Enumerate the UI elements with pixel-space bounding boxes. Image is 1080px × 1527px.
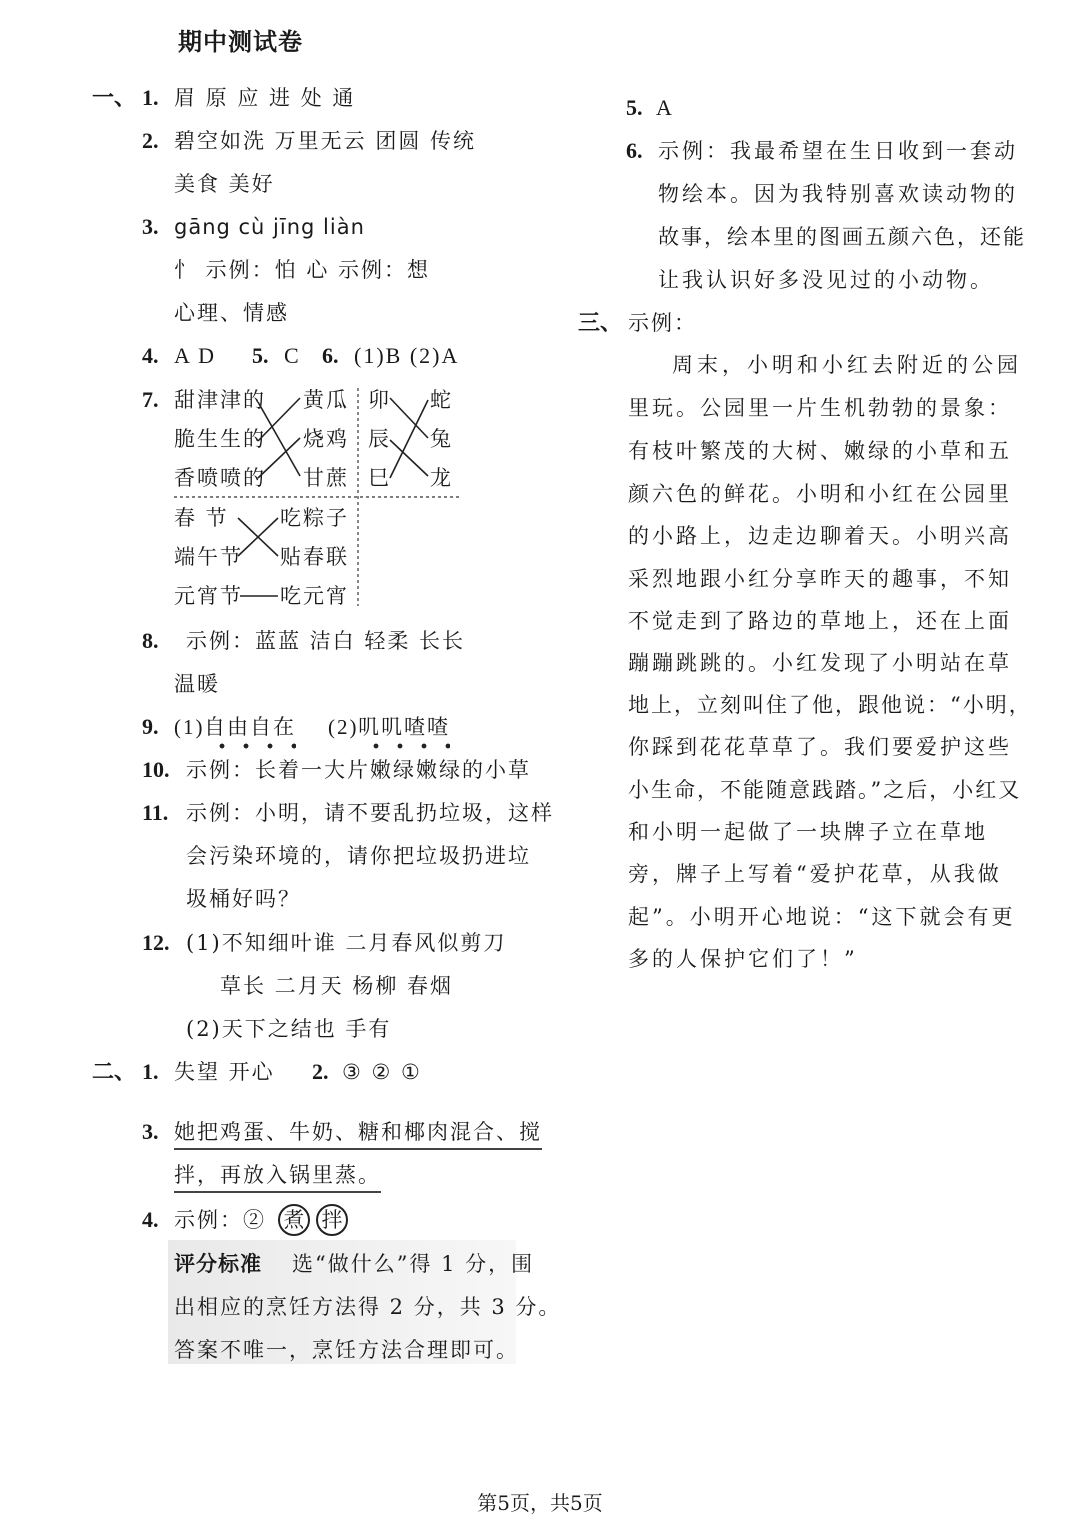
q7-right-c-2: 贴春联 (280, 545, 349, 569)
q10-number: 10. (142, 757, 170, 782)
essay-line: 有枝叶繁茂的大树、嫩绿的小草和五 (628, 439, 1012, 463)
match-line-chen-dragon (390, 440, 428, 476)
q8-number: 8. (142, 628, 159, 653)
q9-part1-answer: 自由自在 (204, 713, 296, 750)
q9-part2-answer: 叽叽喳喳 (358, 713, 450, 750)
s2-q3-number: 3. (142, 1119, 159, 1144)
q6-number: 6. (322, 343, 339, 368)
s2-q6-answer-line3: 故事，绘本里的图画五颜六色，还能 (658, 225, 1026, 249)
s2-q4-prefix: 示例：② (174, 1208, 266, 1232)
s2-q5-number: 5. (626, 95, 643, 120)
s2-q4-circled-answers (278, 1204, 354, 1236)
q12-answer-line3: (2)天下之结也 手有 (186, 1017, 392, 1041)
q5-answer: C (284, 343, 301, 368)
s2-q4-number: 4. (142, 1207, 159, 1232)
q7-right-b-3: 龙 (430, 466, 453, 490)
q2-answer-line2: 美食 美好 (174, 172, 275, 196)
section-label-1: 一、 (92, 85, 137, 111)
s2-q6-answer-line4: 让我认识好多没见过的小动物。 (658, 268, 994, 292)
q11-answer-line1: 示例：小明，请不要乱扔垃圾，这样 (186, 801, 554, 825)
scoring-line2: 出相应的烹饪方法得 2 分，共 3 分。 (174, 1295, 562, 1319)
essay-line: 多的人保护它们了！” (628, 947, 858, 971)
q4-answer: A D (174, 343, 217, 368)
section-label-2: 二、 (92, 1059, 137, 1085)
q12-answer-line2: 草长 二月天 杨柳 春烟 (220, 974, 454, 998)
essay-line: 里玩。公园里一片生机勃勃的景象： (628, 396, 1012, 420)
q3-pinyin: gāng cù jīng liàn (174, 215, 365, 239)
q3-answer-line3: 心理、情感 (174, 301, 289, 325)
q9-number: 9. (142, 714, 159, 739)
essay-line: 采烈地跟小红分享昨天的趣事，不知 (628, 567, 1012, 591)
essay-line: 小生命，不能随意践踏。”之后，小红又 (628, 778, 1022, 802)
q2-answer-line1: 碧空如洗 万里无云 团圆 传统 (174, 129, 477, 153)
q7-right-b-1: 蛇 (430, 388, 453, 412)
essay-line: 和小明一起做了一块牌子立在草地 (628, 820, 988, 844)
q7-right-a-1: 黄瓜 (303, 388, 349, 412)
q8-answer-line2: 温暖 (174, 672, 220, 696)
s2-q6-answer-line2: 物绘本。因为我特别喜欢读动物的 (658, 182, 1018, 206)
essay-line: 蹦蹦跳跳的。小红发现了小明站在草 (628, 651, 1012, 675)
s2-q3-answer-line2: 拌，再放入锅里蒸。 (174, 1161, 381, 1193)
q1-number: 1. (142, 85, 159, 110)
essay-line: 起”。小明开心地说：“这下就会有更 (628, 905, 1016, 929)
q7-right-c-3: 吃元宵 (280, 584, 349, 608)
s2-q3-answer-line1: 她把鸡蛋、牛奶、糖和椰肉混合、搅 (174, 1118, 542, 1150)
essay-line: 旁，牌子上写着“爱护花草，从我做 (628, 862, 1002, 886)
q7-right-b-2: 兔 (430, 427, 453, 451)
match-line-mao-rabbit (390, 398, 428, 438)
q12-number: 12. (142, 930, 170, 955)
q3-number: 3. (142, 214, 159, 239)
q11-answer-line3: 圾桶好吗？ (186, 887, 301, 911)
q7-left-c-3: 元宵节 (174, 584, 243, 608)
s2-q6-answer-line1: 示例：我最希望在生日收到一套动 (658, 139, 1018, 163)
q7-number: 7. (142, 387, 159, 412)
q7-left-b-1: 卯 (368, 388, 391, 412)
essay-line: 颜六色的鲜花。小明和小红在公园里 (628, 482, 1012, 506)
s2-q2-answer: ③ ② ① (342, 1060, 422, 1084)
q10-answer: 示例：长着一大片嫩绿嫩绿的小草 (186, 758, 531, 782)
s3-intro: 示例： (628, 311, 697, 335)
q7-left-b-2: 辰 (368, 427, 391, 451)
s2-q6-number: 6. (626, 138, 643, 163)
q2-number: 2. (142, 128, 159, 153)
q8-answer-line1: 示例：蓝蓝 洁白 轻柔 长长 (186, 629, 466, 653)
q9-part1-label: (1) (174, 715, 205, 739)
circled-char-1: 煮 (278, 1204, 310, 1236)
s2-q2-number: 2. (312, 1059, 329, 1084)
q7-left-a-3: 香喷喷的 (174, 466, 266, 490)
q6-answer: (1)B (2)A (354, 343, 460, 368)
q7-left-a-1: 甜津津的 (174, 388, 266, 412)
q5-number: 5. (252, 343, 269, 368)
q7-left-b-3: 巳 (368, 466, 391, 490)
essay-line: 的小路上，边走边聊着天。小明兴高 (628, 524, 1012, 548)
page-footer: 第5页，共5页 (477, 1491, 603, 1515)
essay-line: 不觉走到了路边的草地上，还在上面 (628, 609, 1012, 633)
q7-left-c-2: 端午节 (174, 545, 243, 569)
q7-left-c-1: 春 节 (174, 506, 229, 530)
essay-line: 地上，立刻叫住了他，跟他说：“小明， (628, 693, 1032, 717)
section-label-3: 三、 (578, 310, 623, 336)
q11-answer-line2: 会污染环境的，请你把垃圾扔进垃 (186, 844, 531, 868)
match-line-spring-couplets (238, 518, 278, 556)
q11-number: 11. (142, 800, 169, 825)
q7-left-a-2: 脆生生的 (174, 427, 266, 451)
q1-answer: 眉 原 应 进 处 通 (174, 86, 356, 110)
essay-line: 周末，小明和小红去附近的公园 (672, 353, 1022, 377)
scoring-line1: 选“做什么”得 1 分，围 (292, 1252, 535, 1276)
q9-part2-label: (2) (328, 715, 359, 739)
q7-right-a-2: 烧鸡 (303, 427, 349, 451)
q12-answer-line1: (1)不知细叶谁 二月春风似剪刀 (186, 931, 507, 955)
s2-q1-number: 1. (142, 1059, 159, 1084)
essay-line: 你踩到花花草草了。我们要爱护这些 (628, 735, 1012, 759)
page-title: 期中测试卷 (178, 27, 303, 56)
q7-right-a-3: 甘蔗 (303, 466, 349, 490)
circled-char-2: 拌 (316, 1204, 348, 1236)
q7-right-c-1: 吃粽子 (280, 506, 349, 530)
match-line-si-snake (390, 400, 428, 478)
s2-q1-answer: 失望 开心 (174, 1060, 275, 1084)
match-line-dragonboat-zongzi (238, 518, 278, 556)
q4-number: 4. (142, 343, 159, 368)
q3-answer-line2: 忄 示例：怕 心 示例：想 (174, 258, 431, 282)
scoring-label: 评分标准 (174, 1252, 262, 1276)
scoring-line3: 答案不唯一，烹饪方法合理即可。 (174, 1338, 519, 1362)
s2-q5-answer: A (656, 95, 674, 120)
